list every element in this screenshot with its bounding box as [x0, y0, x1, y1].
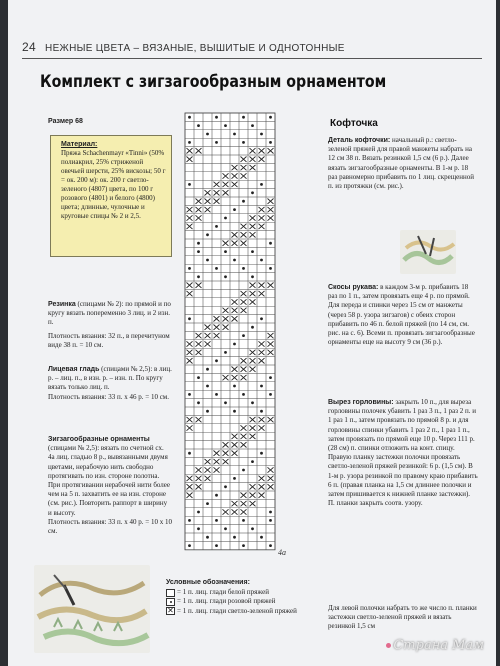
chart-dot-mark	[260, 385, 263, 388]
yarn-detail-photo	[400, 230, 456, 274]
chart-dot-mark	[260, 410, 263, 413]
empty-cell-symbol	[166, 589, 175, 597]
chart-dot-mark	[269, 393, 272, 396]
zigzag-section	[48, 435, 172, 536]
zigzag-density: Плотность вязания: 33 п. х 40 р. = 10 х 10 см.	[48, 517, 172, 536]
chart-dot-mark	[242, 544, 245, 547]
chart-dot-mark	[233, 208, 236, 211]
running-title: НЕЖНЫЕ ЦВЕТА – ВЯЗАНЫЕ, ВЫШИТЫЕ И ОДНОТОННЫЕ	[45, 43, 345, 54]
chart-dot-mark	[269, 267, 272, 270]
chart-dot-mark	[242, 519, 245, 522]
page-number: 24	[22, 40, 36, 54]
chart-dot-mark	[215, 519, 218, 522]
chart-dot-mark	[251, 401, 254, 404]
chart-dot-mark	[242, 267, 245, 270]
legend-row-green: ✕ = 1 п. лиц. глади светло-зеленой пряжей	[167, 606, 297, 616]
chart-dot-mark	[188, 267, 191, 270]
chart-dot-mark	[251, 527, 254, 530]
chart-dot-mark	[197, 376, 200, 379]
legend-heading: Условные обозначения:	[166, 579, 250, 586]
chart-dot-mark	[242, 393, 245, 396]
chart-dot-mark	[260, 452, 263, 455]
chart-dot-mark	[242, 469, 245, 472]
running-header	[22, 40, 482, 59]
knitting-chart-4a	[184, 112, 276, 552]
chart-dot-mark	[269, 544, 272, 547]
rib-section	[48, 300, 172, 350]
chart-dot-mark	[206, 233, 209, 236]
chart-dot-mark	[260, 317, 263, 320]
chart-label: 4a	[278, 548, 286, 557]
size-label: Размер 68	[48, 118, 83, 125]
chart-dot-mark	[251, 124, 254, 127]
chart-dot-mark	[215, 544, 218, 547]
chart-dot-mark	[215, 359, 218, 362]
chart-dot-mark	[197, 124, 200, 127]
stockinette-section	[48, 365, 172, 402]
chart-dot-mark	[242, 116, 245, 119]
watermark-dot-icon	[386, 643, 391, 648]
materials-box	[50, 135, 172, 257]
chart-dot-mark	[233, 385, 236, 388]
chart-dot-mark	[224, 124, 227, 127]
materials-heading: Материал:	[61, 141, 98, 148]
rib-heading: Резинка	[48, 301, 76, 308]
chart-dot-mark	[269, 242, 272, 245]
chart-dot-mark	[188, 183, 191, 186]
chart-dot-mark	[197, 242, 200, 245]
stockinette-density: Плотность вязания: 33 п. х 46 р. = 10 см.	[48, 392, 169, 401]
watermark: Страна Мам	[386, 638, 484, 653]
magazine-page	[8, 0, 496, 666]
sleeve-shaping-block: Скосы рукава: в каждом 3-м р. прибавить 18 раз по 1 п., затем провязать еще 4 р. по прямой. Для переда и спинки через 15 см от манжеты (через 58 р. узора зигзагов) с обеих сторон прибавить по 46 п. белой пряжей (по 14 см, см. рис. на с. 6). Всеми п. провязать зигзагообразные орнаменты еще на высоту 9 см (36 р.).	[328, 283, 475, 347]
blouse-body-block: Деталь кофточки: начальный р.: светло-зеленой пряжей для правой манжеты набрать на 12 см 38 п. Вязать резинкой 1,5 см (6 р.). Далее вязать зигзагообразные орнаменты. В 1-м р. 18 раз равномерно прибавить по 1 лиц. скрещенной п. из протяжки (см. рис.).	[328, 136, 474, 191]
chart-dot-mark	[206, 259, 209, 262]
stockinette-heading: Лицевая гладь	[48, 366, 100, 373]
chart-dot-mark	[242, 334, 245, 337]
chart-dot-mark	[224, 401, 227, 404]
page-title: Комплект с зигзагообразным орнаментом	[40, 72, 387, 91]
left-front-block: Для левой полочки набрать то же число п. планки застежки светло-зеленой пряжей и вязать резинкой 1,5 см	[328, 604, 477, 631]
chart-dot-mark	[260, 133, 263, 136]
chart-dot-mark	[188, 519, 191, 522]
chart-dot-mark	[233, 343, 236, 346]
chart-dot-mark	[224, 275, 227, 278]
chart-dot-mark	[215, 141, 218, 144]
zigzag-text: (спицами № 2,5): вязать по счетной сх. 4а лиц. гладью 8 р., вывязанными двумя цветами, нерабочую нить свободно протягивать по изн. стороне полотна. При протягивании нерабочей нити более чем на 5 п. захватить ее на изн. стороне (см. рис.). Повторить раппорт в ширину и высоту.	[48, 444, 171, 517]
chart-dot-mark	[188, 452, 191, 455]
chart-dot-mark	[197, 401, 200, 404]
section-title-blouse: Кофточка	[330, 118, 378, 129]
chart-dot-mark	[233, 259, 236, 262]
chart-dot-mark	[197, 511, 200, 514]
chart-dot-mark	[233, 477, 236, 480]
chart-dot-mark	[206, 368, 209, 371]
chart-dot-mark	[224, 351, 227, 354]
chart-dot-mark	[188, 141, 191, 144]
chart-dot-mark	[233, 536, 236, 539]
chart-dot-mark	[260, 536, 263, 539]
chart-dot-mark	[233, 410, 236, 413]
chart-dot-mark	[269, 116, 272, 119]
chart-dot-mark	[269, 376, 272, 379]
chart-dot-mark	[224, 485, 227, 488]
legend	[166, 578, 316, 616]
chart-dot-mark	[206, 385, 209, 388]
dot-cell-symbol	[166, 598, 175, 606]
chart-dot-mark	[233, 133, 236, 136]
chart-dot-mark	[251, 326, 254, 329]
chart-dot-mark	[206, 133, 209, 136]
chart-dot-mark	[242, 141, 245, 144]
chart-dot-mark	[251, 191, 254, 194]
chart-dot-mark	[269, 511, 272, 514]
chart-dot-mark	[188, 317, 191, 320]
materials-text: Пряжа Schachenmayr «Tinni» (50% полиакрил, 25% стриженой овечьей шерсти, 25% вискозы; 50 г = ок. 200 м): ок. 200 г светло-зеленого (4807) цвета, по 100 г розового (4801) и белого (4800) цвета; длинные, чулочные и круговые спицы № 2 и 2,5.	[61, 149, 166, 220]
chart-dot-mark	[269, 141, 272, 144]
chart-dot-mark	[188, 393, 191, 396]
chart-dot-mark	[206, 502, 209, 505]
stitch-detail-photo	[34, 565, 150, 653]
stockinette-text: (спицами № 2,5): в лиц. р. – лиц. п., в изн. р. – изн. п. По кругу вязать только лиц. п.	[48, 365, 172, 392]
chart-dot-mark	[251, 250, 254, 253]
rib-text: (спицами № 2): по прямой и по кругу вязать попеременно 3 лиц. и 2 изн. п.	[48, 300, 171, 327]
chart-dot-mark	[206, 536, 209, 539]
chart-dot-mark	[269, 519, 272, 522]
chart-dot-mark	[260, 183, 263, 186]
neckline-block: Вырез горловины: закрыть 10 п., для выреза горловины полочек убавить 1 раз 3 п., 1 раз 2 п. и 1 раз 1 п., затем провязать по прямой 8 р. и для горловины спинки убавить 1 раз 2 п., 1 раз 1 п., затем провязать по прямой еще 10 р. Через 111 р. (28 см) п. спинки отложить на конт. спицу. Правую планку застежки полочки провязать светло-зеленой пряжей резинкой: 6 р. (1,5 см). В 1-м р. узора резинкой по правому краю прибавить 6 п. (правая планка на 1,5 см длиннее полочки и затем пришивается к нижней планке застежки). П. планки закрыть соотв. узору.	[328, 398, 478, 508]
cross-cell-symbol: ✕	[167, 606, 174, 616]
chart-dot-mark	[251, 275, 254, 278]
chart-dot-mark	[215, 494, 218, 497]
legend-row-pink: = 1 п. лиц. глади розовой пряжей	[166, 597, 316, 606]
chart-dot-mark	[242, 200, 245, 203]
chart-dot-mark	[224, 250, 227, 253]
chart-dot-mark	[188, 544, 191, 547]
chart-dot-mark	[197, 527, 200, 530]
chart-dot-mark	[215, 267, 218, 270]
chart-dot-mark	[215, 116, 218, 119]
chart-dot-mark	[206, 410, 209, 413]
chart-dot-mark	[260, 259, 263, 262]
chart-dot-mark	[224, 527, 227, 530]
chart-dot-mark	[197, 275, 200, 278]
chart-dot-mark	[197, 250, 200, 253]
legend-row-white: = 1 п. лиц. глади белой пряжей	[166, 588, 316, 597]
chart-dot-mark	[188, 116, 191, 119]
zigzag-heading: Зигзагообразные орнаменты	[48, 436, 150, 443]
chart-dot-mark	[224, 217, 227, 220]
rib-density: Плотность вязания: 32 п., в перечитуном виде 38 п. = 10 см.	[48, 331, 170, 349]
chart-dot-mark	[251, 460, 254, 463]
chart-dot-mark	[215, 225, 218, 228]
chart-dot-mark	[215, 393, 218, 396]
